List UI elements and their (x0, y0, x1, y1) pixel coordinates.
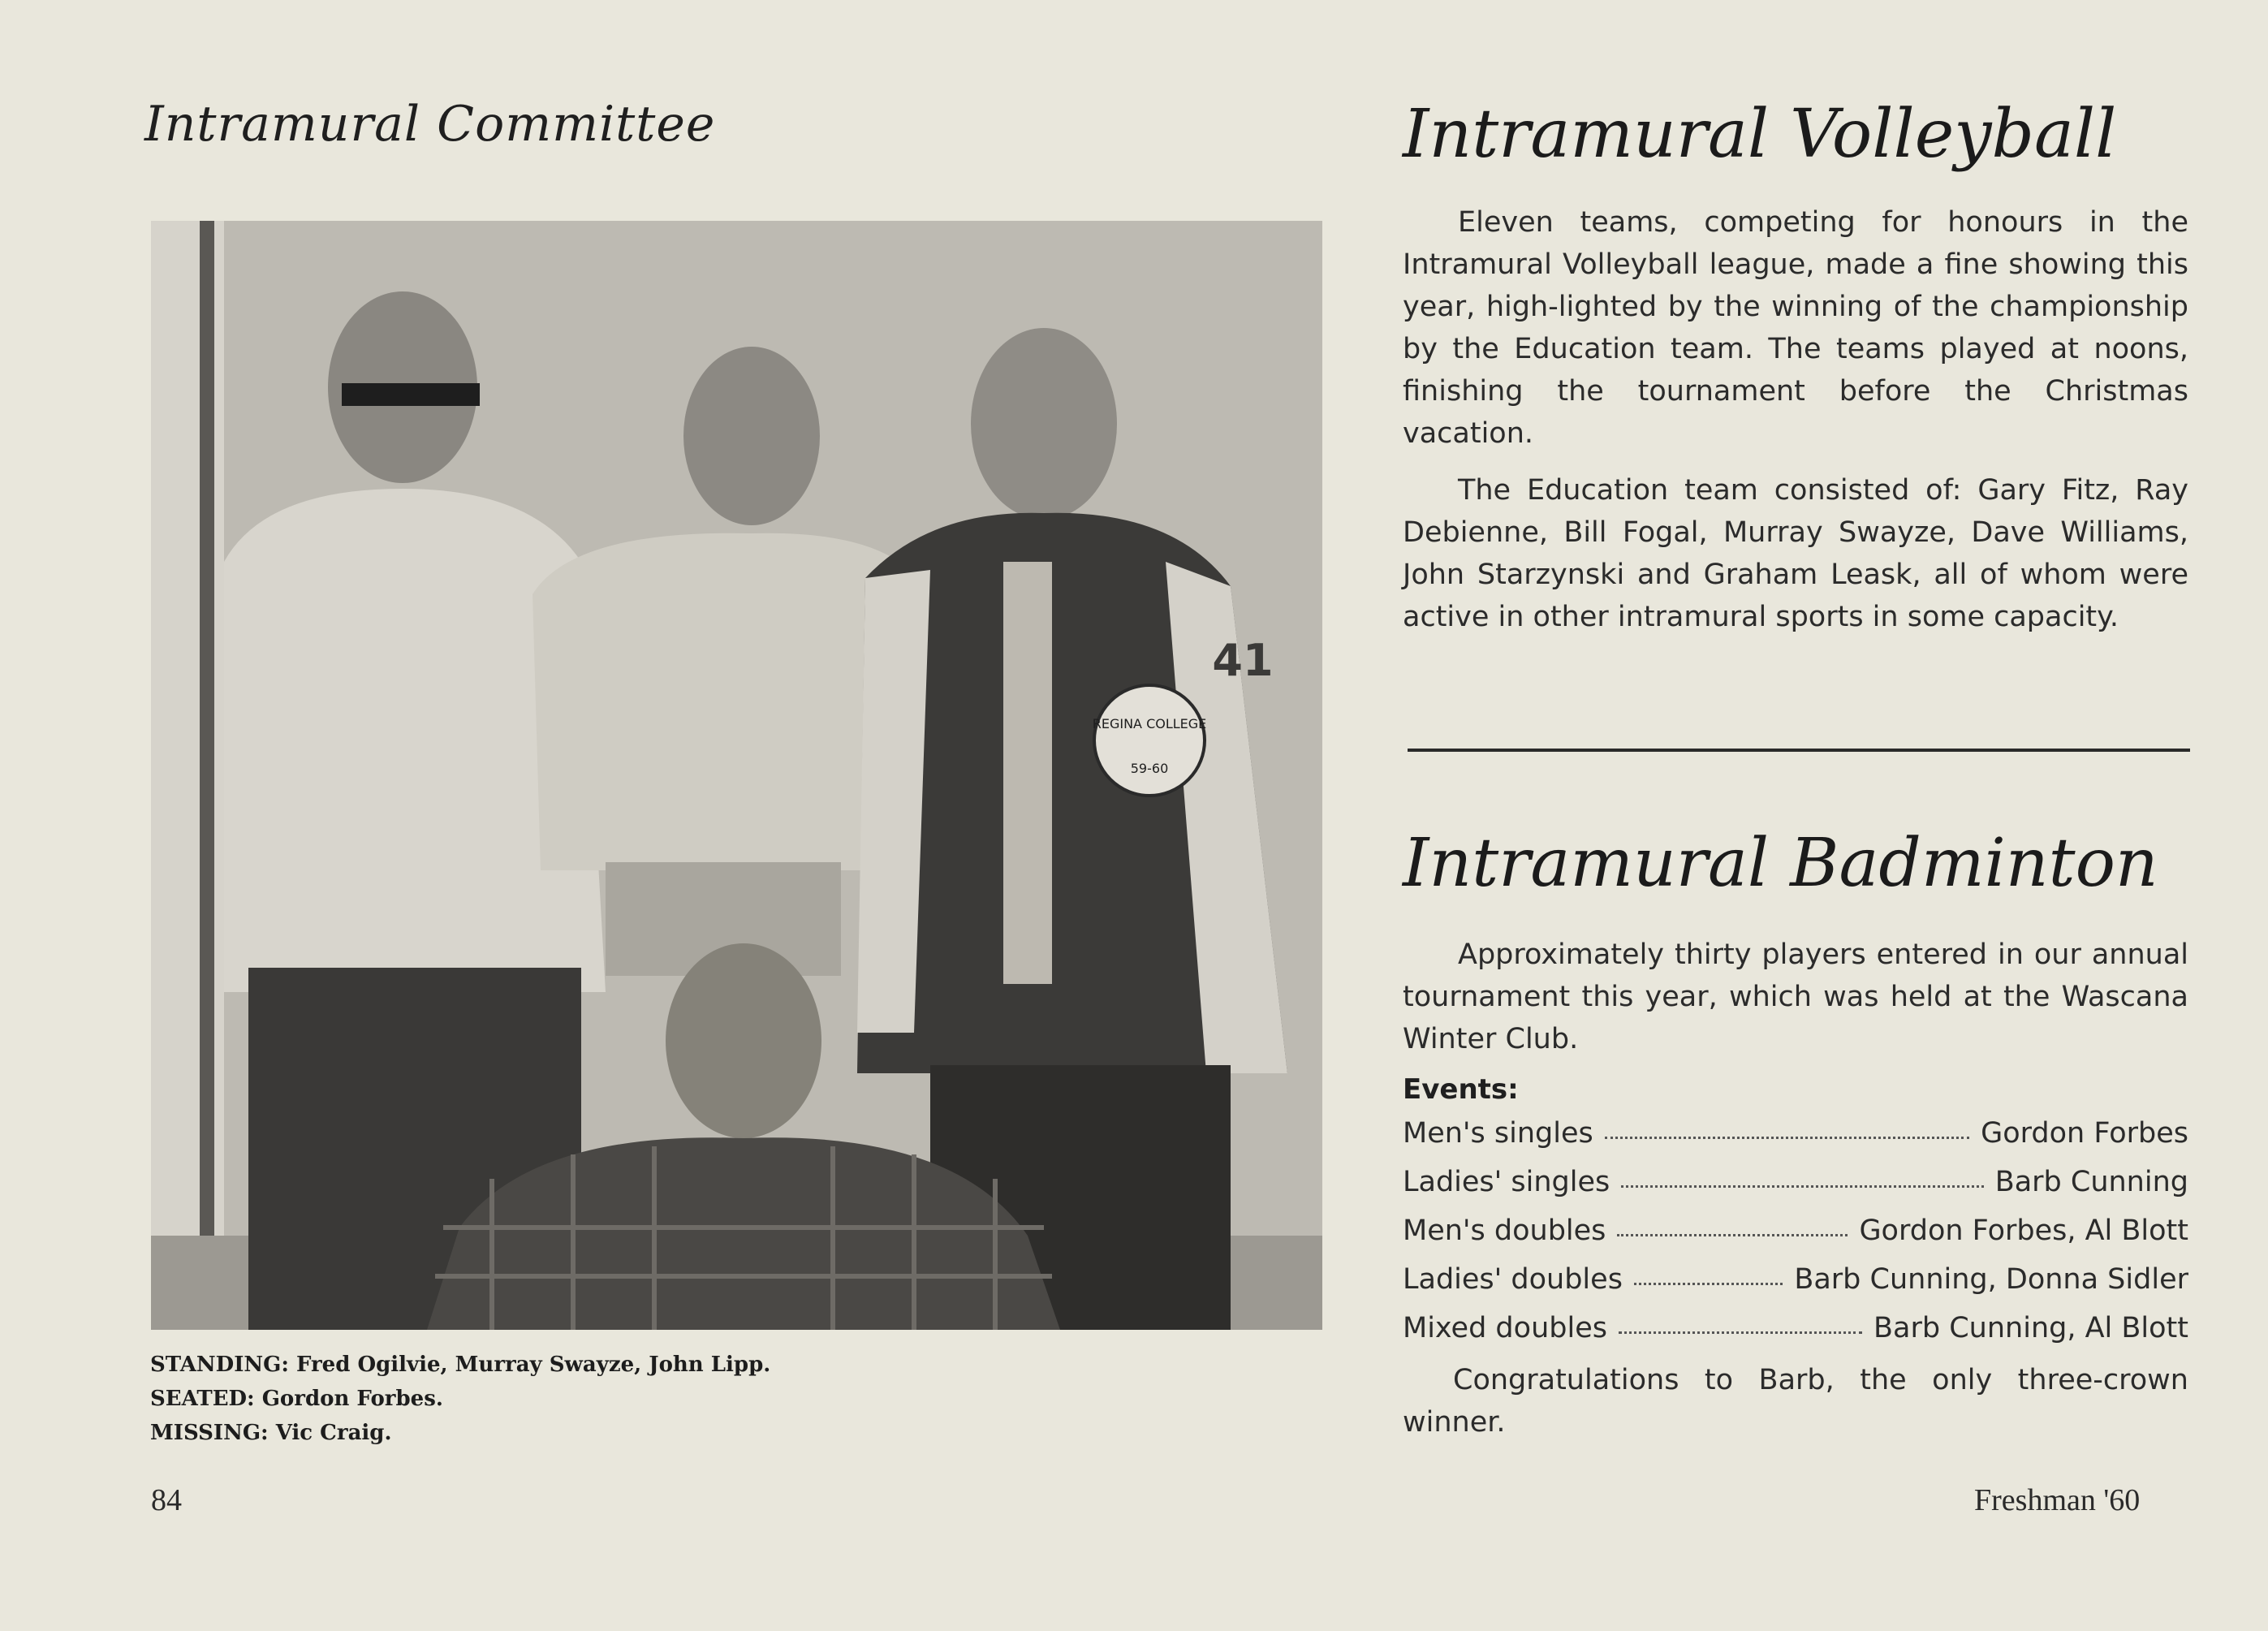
event-winner: Barb Cunning, Al Blott (1873, 1312, 2188, 1344)
volleyball-heading: Intramural Volleyball (1403, 96, 2117, 173)
event-name: Mixed doubles (1403, 1312, 1607, 1344)
event-winner: Gordon Forbes (1981, 1117, 2188, 1150)
event-row (1403, 1215, 2188, 1263)
volleyball-paragraph-2: The Education team consisted of: Gary Fitz, Ray Debienne, Bill Fogal, Murray Swayze, Dave Williams, John Starzynski and Graham Leask, all of whom were active in other intramural sports in some capacity. (1403, 474, 2188, 633)
closing-paragraph: Congratulations to Barb, the only three-crown winner. (1403, 1364, 2188, 1439)
volleyball-text (1403, 201, 2188, 653)
events-list (1403, 1117, 2188, 1361)
leader-dots (1621, 1185, 1983, 1188)
jacket-sleeve-number: 41 (1212, 635, 1274, 686)
committee-photo (151, 221, 1322, 1330)
badminton-heading: Intramural Badminton (1403, 825, 2158, 902)
event-name: Men's doubles (1403, 1215, 1606, 1247)
caption-missing: MISSING: Vic Craig. (150, 1421, 392, 1445)
caption-standing: STANDING: Fred Ogilvie, Murray Swayze, John Lipp. (150, 1353, 771, 1377)
photo-illustration (151, 221, 1322, 1330)
photo-caption (150, 1348, 770, 1450)
jacket-patch-text: REGINA COLLEGE (1092, 716, 1207, 731)
event-name: Men's singles (1403, 1117, 1593, 1150)
event-row (1403, 1166, 2188, 1215)
event-winner: Barb Cunning (1994, 1166, 2188, 1198)
event-winner: Barb Cunning, Donna Sidler (1794, 1263, 2188, 1296)
badminton-closing (1403, 1359, 2188, 1443)
publication-footer: Freshman '60 (1974, 1483, 2141, 1517)
event-row (1403, 1117, 2188, 1166)
badminton-intro-paragraph: Approximately thirty players entered in our annual tournament this year, which was held at the Wascana Winter Club. (1403, 938, 2188, 1055)
events-label: Events: (1403, 1073, 1519, 1106)
leader-dots (1605, 1137, 1969, 1139)
volleyball-paragraph-1: Eleven teams, competing for honours in the Intramural Volleyball league, made a fine showing this year, high-lighted by the winning of the championship by the Education team. The teams played at noons, finishing the tournament before the Christmas vacation. (1403, 206, 2188, 450)
leader-dots (1617, 1234, 1848, 1236)
committee-heading: Intramural Committee (144, 96, 716, 153)
event-name: Ladies' singles (1403, 1166, 1610, 1198)
jacket-patch-year: 59-60 (1130, 761, 1169, 776)
page-number: 84 (151, 1483, 182, 1517)
event-winner: Gordon Forbes, Al Blott (1859, 1215, 2188, 1247)
badminton-intro (1403, 934, 2188, 1075)
section-divider (1408, 749, 2190, 752)
caption-seated: SEATED: Gordon Forbes. (150, 1387, 443, 1411)
event-row (1403, 1263, 2188, 1312)
event-name: Ladies' doubles (1403, 1263, 1623, 1296)
leader-dots (1634, 1283, 1783, 1285)
event-row (1403, 1312, 2188, 1361)
leader-dots (1619, 1331, 1862, 1334)
